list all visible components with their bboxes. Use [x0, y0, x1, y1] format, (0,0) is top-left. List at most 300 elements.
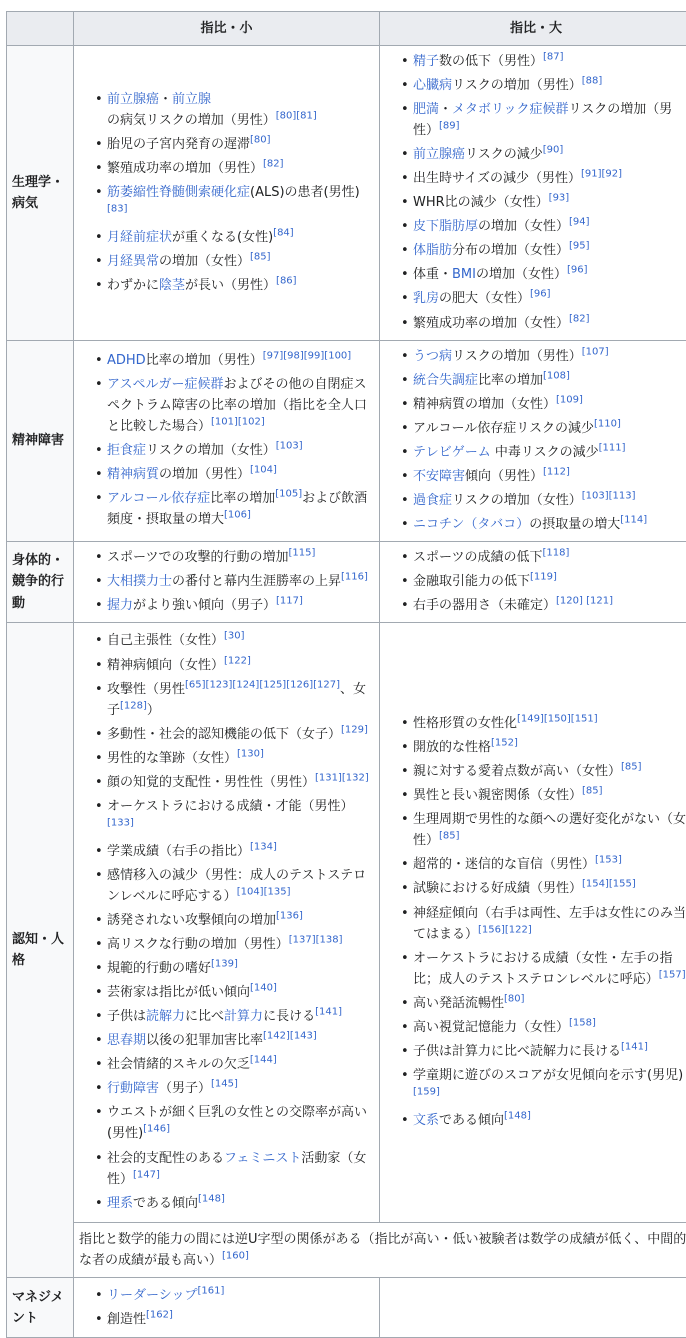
large-ratio-list [403, 346, 686, 535]
item-text: 高い視覚記憶能力（女性） [413, 1020, 569, 1035]
list-item [403, 51, 686, 72]
wiki-link[interactable]: BMI [452, 267, 476, 282]
list-item [97, 440, 374, 461]
list-item [97, 772, 374, 793]
citation-ref[interactable]: [89] [439, 121, 460, 132]
citation-ref[interactable]: [91][92] [581, 169, 622, 180]
citation-ref[interactable]: [109] [556, 394, 583, 405]
wiki-link[interactable]: 読解力 [146, 1009, 185, 1024]
citation-ref[interactable]: [96] [530, 289, 551, 300]
wiki-link[interactable]: 月経異常 [107, 254, 159, 269]
list-item [97, 488, 374, 530]
citation-ref[interactable]: [110] [594, 418, 621, 429]
list-item [97, 182, 374, 224]
item-text: 生理周期で男性的な顔への選好変化がない（女性） [413, 812, 686, 848]
list-item [403, 854, 686, 875]
list-item [97, 134, 374, 155]
list-item [403, 785, 686, 806]
wiki-link[interactable]: アルコール依存症 [107, 491, 210, 506]
citation-ref[interactable]: [149][150][151] [517, 714, 598, 725]
small-ratio-cell [74, 623, 380, 1223]
citation-ref[interactable]: [86] [276, 276, 297, 287]
item-text: 男性的な筆跡（女性） [107, 751, 237, 766]
citation-ref[interactable]: [30] [224, 631, 245, 642]
list-item [97, 796, 374, 838]
citation-ref[interactable]: [103][113] [582, 491, 636, 502]
citation-ref[interactable]: [104][135] [237, 887, 291, 898]
wiki-link[interactable]: アスペルガー症候群 [107, 377, 223, 392]
wiki-link[interactable]: 計算力 [224, 1009, 263, 1024]
item-text: 中毒リスクの減少 [491, 445, 599, 460]
list-item [403, 809, 686, 851]
wiki-link[interactable]: 心臓病 [413, 78, 452, 93]
citation-ref[interactable]: [104] [250, 465, 277, 476]
citation-ref[interactable]: [97][98][99][100] [263, 351, 351, 362]
list-item [97, 724, 374, 745]
wiki-link[interactable]: 陰茎 [159, 278, 185, 293]
item-text: である傾向 [439, 1113, 504, 1128]
list-item [97, 158, 374, 179]
wiki-link[interactable]: うつ病 [413, 349, 452, 364]
citation-ref[interactable]: [162] [146, 1309, 173, 1320]
citation-ref[interactable]: [156][122] [478, 924, 532, 935]
small-ratio-list [97, 89, 374, 296]
list-item [403, 168, 686, 189]
item-text: の増加（女性） [478, 219, 569, 234]
list-item [97, 1054, 374, 1075]
citation-ref[interactable]: [133] [107, 818, 134, 829]
wiki-link[interactable]: 前立腺癌 [413, 147, 465, 162]
item-text: に比べ [185, 1009, 224, 1024]
wiki-link[interactable]: 握力 [107, 598, 133, 613]
wiki-link[interactable]: 精神病質 [107, 467, 159, 482]
large-ratio-cell [380, 46, 686, 341]
table-body [7, 46, 686, 1338]
row-category: 精神障害 [7, 340, 74, 541]
list-item [403, 264, 686, 285]
item-text: 感情移入の減少（男性：成人のテストステロンレベルに呼応する） [107, 868, 366, 904]
list-item [97, 1030, 374, 1051]
item-text: わずかに [107, 278, 159, 293]
wiki-link[interactable]: 前立腺 [172, 92, 211, 107]
small-ratio-list [97, 350, 374, 530]
citation-ref[interactable]: [85] [439, 831, 460, 842]
citation-ref[interactable]: [114] [620, 515, 647, 526]
citation-ref[interactable]: [94] [569, 217, 590, 228]
list-item [403, 466, 686, 487]
item-text: 比率の増加 [478, 373, 543, 388]
table-row [7, 340, 686, 541]
citation-ref[interactable]: [145] [211, 1079, 238, 1090]
wiki-link[interactable]: 理系 [107, 1196, 133, 1211]
wiki-link[interactable]: 大相撲力士 [107, 574, 172, 589]
list-item [97, 374, 374, 437]
item-text: スポーツの成績の低下 [413, 550, 542, 565]
item-text: (ALS)の患者(男性) [250, 185, 360, 200]
item-text: 神経症傾向（右手は両性、左手は女性にのみ当てはまる） [413, 906, 686, 942]
list-item [403, 418, 686, 439]
item-text: 異性と長い親密関係（女性） [413, 788, 582, 803]
large-ratio-list [403, 51, 686, 334]
citation-ref[interactable]: [85] [621, 762, 642, 773]
item-text: 高い発話流暢性 [413, 996, 504, 1011]
item-text: の増加（女性） [159, 254, 250, 269]
citation-ref[interactable]: [80] [504, 993, 525, 1004]
item-text: リスクの減少 [465, 147, 543, 162]
list-item [403, 144, 686, 165]
wiki-link[interactable]: 行動障害 [107, 1081, 159, 1096]
wiki-link[interactable]: メタボリック症候群 [452, 102, 568, 117]
citation-ref[interactable]: [144] [250, 1055, 277, 1066]
header-small-ratio: 指比・小 [74, 12, 380, 46]
item-text: 出生時サイズの減少（男性） [413, 171, 581, 186]
wiki-link[interactable]: 拒食症 [107, 443, 146, 458]
item-text: スポーツでの攻撃的行動の増加 [107, 550, 288, 565]
row-category: 認知・人格 [7, 623, 74, 1278]
row-category: 身体的・競争的行動 [7, 541, 74, 622]
item-text: 子供は [107, 1009, 146, 1024]
list-item [97, 275, 374, 296]
item-text: の病気リスクの増加（男性） [107, 113, 276, 128]
citation-ref[interactable]: [136] [276, 911, 303, 922]
list-item [97, 655, 374, 676]
list-item [403, 192, 686, 213]
row-category: マネジメント [7, 1278, 74, 1338]
item-text: に長ける [263, 1009, 315, 1024]
item-text: の増加（女性） [476, 267, 567, 282]
list-item [97, 547, 374, 568]
wiki-link[interactable]: 体脂肪 [413, 243, 452, 258]
wiki-link[interactable]: 不安障害 [413, 469, 465, 484]
item-text: リスクの増加（女性） [452, 493, 582, 508]
table-row [7, 1278, 686, 1338]
citation-ref[interactable]: [154][155] [582, 879, 636, 890]
list-item [403, 75, 686, 96]
item-text: ・ [439, 102, 452, 117]
small-ratio-list [97, 547, 374, 616]
list-item [97, 227, 374, 248]
small-ratio-cell [74, 1278, 380, 1338]
item-text: 性格形質の女性化 [413, 716, 517, 731]
header-row [7, 12, 686, 46]
citation-ref[interactable]: [153] [595, 855, 622, 866]
citation-ref[interactable]: [139] [211, 959, 238, 970]
large-ratio-list [403, 713, 686, 1131]
list-item [97, 251, 374, 272]
wiki-link[interactable]: 乳房 [413, 291, 439, 306]
wiki-link[interactable]: 精子 [413, 54, 439, 69]
list-item [97, 1006, 374, 1027]
item-text: 以後の犯罪加害比率 [146, 1033, 263, 1048]
item-text: リスクの増加（男性） [452, 78, 582, 93]
citation-ref[interactable]: [82] [263, 158, 284, 169]
list-item [403, 595, 686, 616]
list-item [403, 571, 686, 592]
small-ratio-list [97, 1285, 374, 1330]
citation-ref[interactable]: [65][123][124][125][126][127] [185, 679, 340, 690]
list-item [97, 865, 374, 907]
item-text: 子供は計算力に比べ読解力に長ける [413, 1044, 621, 1059]
citation-ref[interactable]: [148] [198, 1193, 225, 1204]
citation-ref[interactable]: [95] [569, 241, 590, 252]
list-item [97, 934, 374, 955]
citation-ref[interactable]: [161] [197, 1285, 224, 1296]
citation-ref[interactable]: [160] [222, 1251, 249, 1262]
citation-ref[interactable]: [120] [121] [556, 596, 613, 607]
wiki-link[interactable]: フェミニスト [224, 1151, 301, 1166]
small-ratio-cell [74, 340, 380, 541]
list-item [403, 903, 686, 945]
citation-ref[interactable]: [106] [224, 510, 251, 521]
citation-ref[interactable]: [103] [276, 441, 303, 452]
item-text: 自己主張性（女性） [107, 633, 224, 648]
wiki-link[interactable]: 過食症 [413, 493, 452, 508]
list-item [97, 841, 374, 862]
list-item [403, 547, 686, 568]
citation-ref[interactable]: [119] [530, 572, 557, 583]
citation-ref[interactable]: [82] [569, 313, 590, 324]
item-text: 繁殖成功率の増加（女性） [413, 316, 569, 331]
citation-ref[interactable]: [117] [276, 596, 303, 607]
item-text: 試験における好成績（男性） [413, 881, 582, 896]
item-text: およびその他の自閉症スペクトラム障害の比率の増加（指比を全人口と比較した場合） [107, 377, 367, 434]
citation-ref[interactable]: [159] [413, 1087, 440, 1098]
list-item [97, 679, 374, 721]
list-item [403, 288, 686, 309]
item-text: である傾向 [133, 1196, 198, 1211]
item-text: 数の低下（男性） [439, 54, 543, 69]
list-item [97, 630, 374, 651]
wiki-link[interactable]: 統合失調症 [413, 373, 478, 388]
citation-ref[interactable]: [85] [582, 786, 603, 797]
list-item [403, 993, 686, 1014]
list-item [403, 370, 686, 391]
item-text: 超常的・迷信的な盲信（男性） [413, 857, 595, 872]
item-text: ・ [159, 92, 172, 107]
wiki-link[interactable]: ADHD [107, 353, 146, 368]
wiki-link[interactable]: テレビゲーム [413, 445, 491, 460]
citation-ref[interactable]: [129] [341, 724, 368, 735]
wiki-link[interactable]: 文系 [413, 1113, 439, 1128]
table-row [7, 541, 686, 622]
list-item [403, 99, 686, 141]
item-text: がより強い傾向（男子） [133, 598, 276, 613]
citation-ref[interactable]: [96] [567, 265, 588, 276]
item-text: の肥大（女性） [439, 291, 530, 306]
list-item [97, 1285, 374, 1306]
item-text: リスクの増加（女性） [146, 443, 276, 458]
item-text: 創造性 [107, 1312, 146, 1327]
item-text: 分布の増加（女性） [452, 243, 569, 258]
citation-ref[interactable]: [80][81] [276, 110, 317, 121]
list-item [97, 1102, 374, 1144]
list-item [97, 1309, 374, 1330]
citation-ref[interactable]: [140] [250, 983, 277, 994]
item-text: が重くなる(女性) [172, 230, 273, 245]
item-text: オーケストラにおける成績・才能（男性） [107, 799, 353, 814]
citation-ref[interactable]: [108] [543, 370, 570, 381]
item-text: の摂取量の増大 [529, 517, 620, 532]
citation-ref[interactable]: [152] [491, 738, 518, 749]
item-text: （男子） [159, 1081, 211, 1096]
citation-ref[interactable]: [141] [315, 1007, 342, 1018]
list-item [97, 595, 374, 616]
item-text: 規範的行動の嗜好 [107, 961, 211, 976]
citation-ref[interactable]: [87] [543, 52, 564, 63]
item-text: 精神病傾向（女性） [107, 658, 224, 673]
large-ratio-cell [380, 541, 686, 622]
list-item [97, 89, 374, 131]
item-text: 比率の増加 [210, 491, 275, 506]
header-large-ratio: 指比・大 [380, 12, 686, 46]
wiki-link[interactable]: 肥満 [413, 102, 439, 117]
wiki-link[interactable]: 月経前症状 [107, 230, 172, 245]
citation-ref[interactable]: [134] [250, 842, 277, 853]
item-text: の増加（男性） [159, 467, 250, 482]
list-item [403, 713, 686, 734]
item-text: 繁殖成功率の増加（男性） [107, 161, 263, 176]
list-item [97, 748, 374, 769]
list-item [97, 1193, 374, 1214]
item-text: 傾向（男性） [465, 469, 543, 484]
table-row [7, 623, 686, 1223]
item-text: リスクの増加（男性） [452, 349, 582, 364]
citation-ref[interactable]: [83] [107, 203, 128, 214]
small-ratio-cell [74, 541, 380, 622]
large-ratio-list [403, 547, 686, 616]
list-item [97, 464, 374, 485]
citation-ref[interactable]: [122] [224, 655, 251, 666]
citation-ref[interactable]: [84] [273, 228, 294, 239]
item-text: および飲酒頻度・摂取量の増大 [107, 491, 367, 527]
item-text: WHR比の減少（女性） [413, 195, 549, 210]
citation-ref[interactable]: [118] [542, 548, 569, 559]
citation-ref[interactable]: [130] [237, 748, 264, 759]
citation-ref[interactable]: [115] [288, 548, 315, 559]
item-text: リスクの増加（男性） [413, 102, 672, 138]
citation-ref[interactable]: [111] [599, 442, 626, 453]
list-item [403, 514, 686, 535]
list-item [97, 958, 374, 979]
citation-ref[interactable]: [158] [569, 1017, 596, 1028]
list-item [97, 1078, 374, 1099]
item-text: 攻撃性（男性 [107, 682, 185, 697]
item-text: の番付と幕内生涯勝率の上昇 [172, 574, 341, 589]
large-ratio-cell [380, 340, 686, 541]
small-ratio-list [97, 630, 374, 1213]
citation-ref[interactable]: [157] [659, 969, 686, 980]
wiki-link[interactable]: ニコチン（タバコ） [413, 517, 529, 532]
list-item [403, 394, 686, 415]
list-item [403, 948, 686, 990]
citation-ref[interactable]: [147] [133, 1169, 160, 1180]
large-ratio-cell [380, 623, 686, 1223]
combined-note-cell [74, 1223, 686, 1278]
item-text: 高リスクな行動の増加（男性） [107, 937, 289, 952]
list-item [403, 1017, 686, 1038]
item-text: 右手の器用さ（未確定） [413, 598, 556, 613]
list-item [403, 346, 686, 367]
table-row [7, 46, 686, 341]
citation-ref[interactable]: [112] [543, 466, 570, 477]
wiki-link[interactable]: 皮下脂肪厚 [413, 219, 478, 234]
list-item [403, 490, 686, 511]
list-item [97, 910, 374, 931]
digit-ratio-table [6, 11, 686, 1338]
small-ratio-cell [74, 46, 380, 341]
list-item [403, 442, 686, 463]
table-row [7, 1223, 686, 1278]
wiki-link[interactable]: 筋萎縮性脊髄側索硬化症 [107, 185, 250, 200]
citation-ref[interactable]: [107] [582, 346, 609, 357]
citation-ref[interactable]: [131][132] [315, 772, 369, 783]
item-text: 誘発されない攻撃傾向の増加 [107, 913, 276, 928]
list-item [403, 216, 686, 237]
citation-ref[interactable]: [101][102] [211, 417, 265, 428]
item-text: 親に対する愛着点数が高い（女性） [413, 764, 621, 779]
item-text: 金融取引能力の低下 [413, 574, 530, 589]
citation-ref[interactable]: [137][138] [289, 935, 343, 946]
item-text: 学業成績（右手の指比） [107, 844, 250, 859]
wiki-link[interactable]: 思春期 [107, 1033, 146, 1048]
citation-ref[interactable]: [93] [549, 193, 570, 204]
item-text: 顔の知覚的支配性・男性性（男性） [107, 775, 315, 790]
citation-ref[interactable]: [105] [275, 489, 302, 500]
item-text: 、女子 [107, 682, 366, 718]
item-text: ウエストが細く巨乳の女性との交際率が高い(男性) [107, 1105, 367, 1141]
item-text: 胎児の子宮内発育の遅滞 [107, 137, 250, 152]
list-item [403, 761, 686, 782]
list-item [97, 350, 374, 371]
citation-ref[interactable]: [90] [543, 145, 564, 156]
item-text: 芸術家は指比が低い傾向 [107, 985, 250, 1000]
item-text: ） [147, 703, 160, 718]
citation-ref[interactable]: [142][143] [263, 1031, 317, 1042]
citation-ref[interactable]: [128] [120, 700, 147, 711]
row-category: 生理学・病気 [7, 46, 74, 341]
list-item [403, 1110, 686, 1131]
item-text: オーケストラにおける成績（女性・左手の指比；成人のテストステロンレベルに呼応） [413, 951, 672, 987]
citation-ref[interactable]: [85] [250, 252, 271, 263]
list-item [403, 1065, 686, 1107]
item-text: 指比と数学的能力の間には逆U字型の関係がある（指比が高い・低い被験者は数学の成績が低く、中間的な者の成績が最も高い） [79, 1232, 686, 1268]
item-text: 多動性・社会的認知機能の低下（女子） [107, 727, 341, 742]
item-text: 社会情緒的スキルの欠乏 [107, 1057, 250, 1072]
large-ratio-cell [380, 1278, 686, 1338]
citation-ref[interactable]: [116] [341, 572, 368, 583]
item-text: が長い（男性） [185, 278, 276, 293]
list-item [403, 737, 686, 758]
wiki-link[interactable]: 前立腺癌 [107, 92, 159, 107]
item-text: アルコール依存症リスクの減少 [413, 421, 594, 436]
citation-ref[interactable]: [146] [143, 1124, 170, 1135]
list-item [97, 571, 374, 592]
item-text: 活動家（女性） [107, 1151, 366, 1187]
citation-ref[interactable]: [141] [621, 1041, 648, 1052]
list-item [97, 982, 374, 1003]
citation-ref[interactable]: [88] [582, 76, 603, 87]
item-text: 社会的支配性のある [107, 1151, 224, 1166]
wiki-link[interactable]: リーダーシップ [107, 1288, 197, 1303]
citation-ref[interactable]: [80] [250, 134, 271, 145]
list-item [403, 240, 686, 261]
list-item [403, 313, 686, 334]
item-text: 比率の増加（男性） [146, 353, 263, 368]
list-item [403, 878, 686, 899]
item-text: 精神病質の増加（女性） [413, 397, 556, 412]
list-item [97, 1148, 374, 1190]
citation-ref[interactable]: [148] [504, 1111, 531, 1122]
